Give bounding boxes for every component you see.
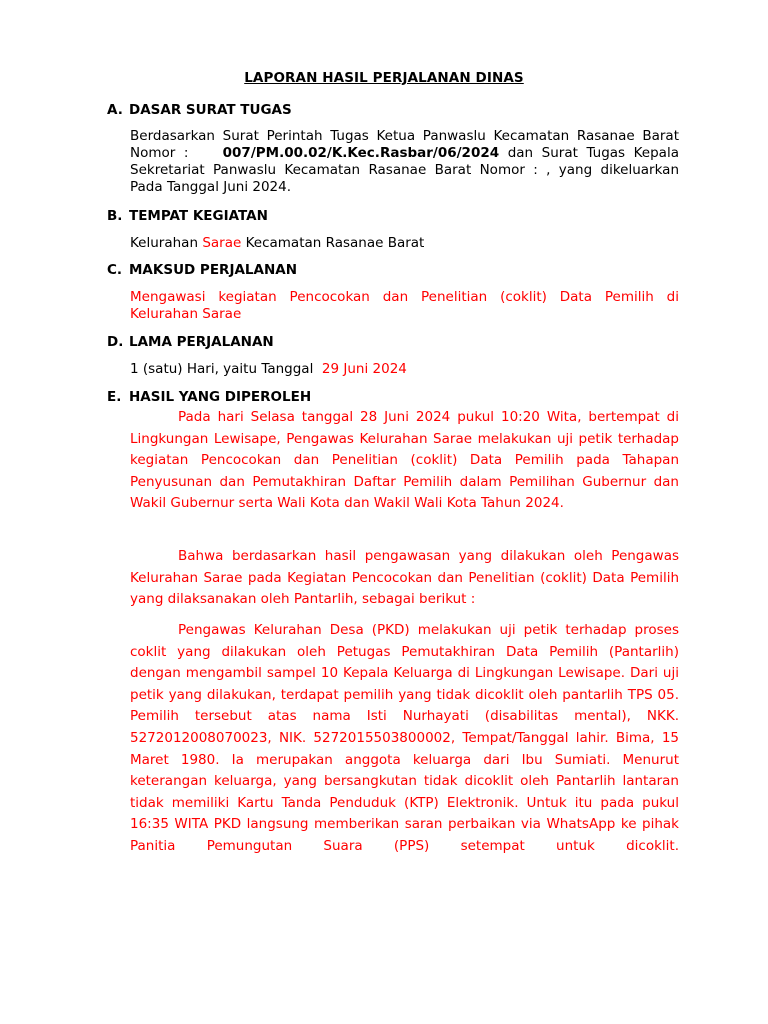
surat-nomor: 007/PM.00.02/K.Kec.Rasbar/06/2024: [222, 145, 500, 161]
section-b-title: TEMPAT KEGIATAN: [129, 208, 268, 224]
section-a-title: DASAR SURAT TUGAS: [129, 102, 292, 118]
section-d-heading: [107, 334, 274, 350]
kelurahan-name: Sarae: [202, 235, 242, 251]
section-c-heading: [107, 262, 297, 278]
result-paragraph-1: Pada hari Selasa tanggal 28 Juni 2024 pukul 10:20 Wita, bertempat di Lingkungan Lewisape, Pengawas Kelurahan Sarae melakukan uji petik terhadap kegiatan Pencocokan dan Penelitian (coklit) Data Pemilih pada Tahapan Penyusunan dan Pemutakhiran Daftar Pemilih dalam Pemilihan Gubernur dan Wakil Gubernur serta Wali Kota dan Wakil Wali Kota Tahun 2024.: [130, 409, 679, 512]
section-c-label: C.: [107, 262, 123, 278]
section-a-heading: [107, 102, 292, 118]
section-b-heading: [107, 208, 268, 224]
section-b-text: [130, 235, 679, 252]
travel-date: 29 Juni 2024: [321, 361, 407, 377]
result-paragraph-2: Bahwa berdasarkan hasil pengawasan yang dilakukan oleh Pengawas Kelurahan Sarae pada Kegiatan Pencocokan dan Penelitian (coklit) Data Pemilih yang dilaksanakan oleh Pantarlih, sebagai berikut :: [130, 548, 679, 608]
section-a-text: [130, 128, 679, 196]
section-c-title: MAKSUD PERJALANAN: [129, 262, 298, 278]
section-e-label: E.: [107, 389, 122, 405]
section-e-title: HASIL YANG DIPEROLEH: [129, 389, 312, 405]
document-title: LAPORAN HASIL PERJALANAN DINAS: [244, 70, 524, 86]
section-b-prefix: Kelurahan: [130, 235, 199, 251]
section-e-heading: [107, 389, 311, 405]
section-d-text: [130, 361, 679, 378]
section-b-suffix: Kecamatan Rasanae Barat: [245, 235, 425, 251]
section-c-text: Mengawasi kegiatan Pencocokan dan Penelitian (coklit) Data Pemilih di Kelurahan Sarae: [130, 289, 679, 322]
result-paragraph-3: Pengawas Kelurahan Desa (PKD) melakukan uji petik terhadap proses coklit yang dilakukan oleh Petugas Pemutakhiran Data Pemilih (Pantarlih) dengan mengambil sampel 10 Kepala Keluarga di Lingkungan Lewisape. Dari uji petik yang dilakukan, terdapat pemilih yang tidak dicoklit oleh pantarlih TPS 05. Pemilih tersebut atas nama Isti Nurhayati (disabilitas mental), NKK. 5272012008070023, NIK. 5272015503800002, Tempat/Tanggal lahir. Bima, 15 Maret 1980. Ia merupakan anggota keluarga dari Ibu Sumiati. Menurut keterangan keluarga, yang bersangkutan tidak dicoklit oleh Pantarlih lantaran tidak memiliki Kartu Tanda Penduduk (KTP) Elektronik. Untuk itu pada pukul 16:35 WITA PKD langsung memberikan saran perbaikan via WhatsApp ke pihak Panitia Pemungutan Suara (PPS) setempat untuk dicoklit.: [130, 622, 679, 854]
section-a-text-part1: Berdasarkan Surat Perintah Tugas Ketua Panwaslu Kecamatan Rasanae Barat Nomor :: [130, 128, 679, 161]
section-a-label: A.: [107, 102, 123, 118]
section-d-title: LAMA PERJALANAN: [129, 334, 274, 350]
section-b-label: B.: [107, 208, 123, 224]
section-d-label: D.: [107, 334, 124, 350]
section-d-prefix: 1 (satu) Hari, yaitu Tanggal: [130, 361, 314, 377]
section-a-text-part2: dan Surat Tugas Kepala Sekretariat Panwaslu Kecamatan Rasanae Barat Nomor : , yang dikeluarkan Pada Tanggal Juni 2024.: [130, 145, 679, 195]
